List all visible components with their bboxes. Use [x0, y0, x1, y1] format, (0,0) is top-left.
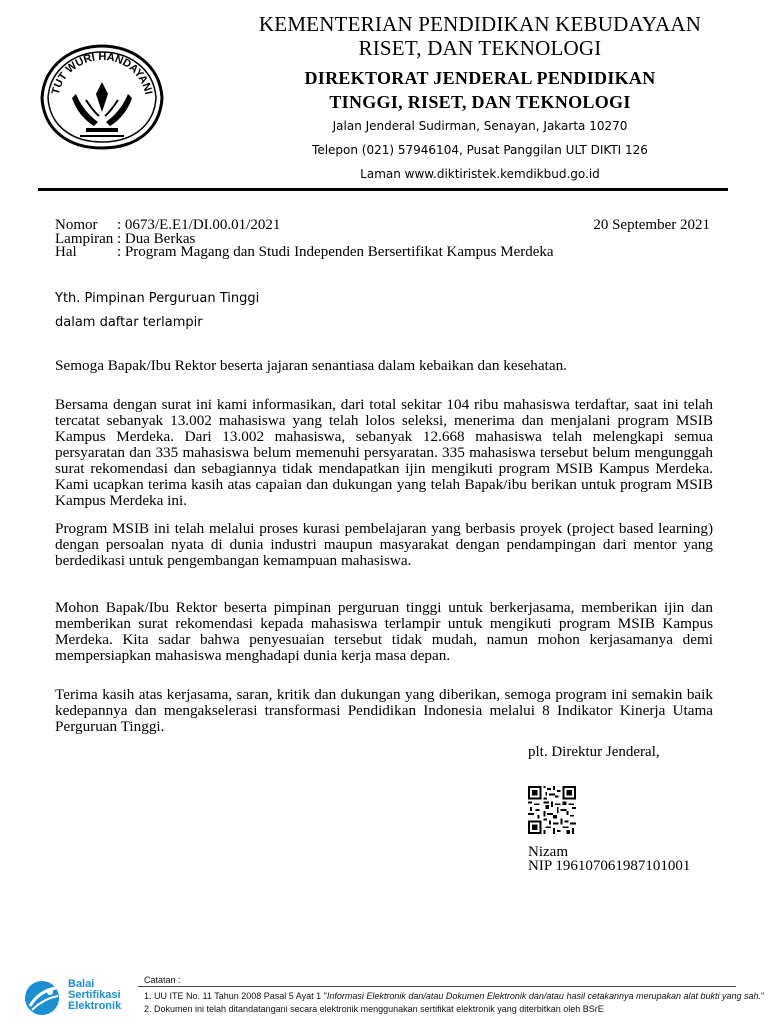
paragraph-student-stats: Bersama dengan surat ini kami informasikan, dari total sekitar 104 ribu mahasiswa terdaftar, saat ini telah tercatat sebanyak 13.002 mahasiswa yang telah lolos seleksi, menerima dan menjalani program MSIB Kampus Merdeka. Dari 13.002 mahasiswa, sebanyak 12.668 mahasiswa telah melengkapi semua persyaratan dan 335 mahasiswa belum memenuhi persyaratan. 335 mahasiswa tersebut belum mengunggah surat rekomendasi dan sebagiannya tidak mendapatkan ijin mengikuti program MSIB Kampus Merdeka. Kami ucapkan terima kasih atas capaian dan dukungan yang telah Bapak/ibu berikan untuk program MSIB Kampus Merdeka ini.	[55, 396, 713, 509]
bsre-logo	[22, 978, 64, 1018]
paragraph-program-description: Program MSIB ini telah melalui proses kurasi pembelajaran yang berbasis proyek (project based learning) dengan persoalan nyata di dunia industri maupun masyarakat dengan pendampingan dari mentor yang berdedikasi untuk pengembangan kemampuan mahasiswa.	[55, 520, 713, 569]
footer-divider	[138, 986, 736, 987]
signatory-name: Nizam	[528, 844, 568, 860]
footer-note-2: 2. Dokumen ini telah ditandatangani secara elektronik menggunakan sertifikat elektronik yang diterbitkan oleh BSrE	[144, 1004, 604, 1014]
letterhead-address: Jalan Jenderal Sudirman, Senayan, Jakarta 10270	[332, 119, 628, 133]
nomor-label: Nomor	[55, 217, 98, 233]
signatory-title: plt. Direktur Jenderal,	[528, 744, 660, 760]
paragraph-request: Mohon Bapak/Ibu Rektor beserta pimpinan perguruan tinggi untuk berkerjasama, memberikan ijin dan memberikan surat rekomendasi kepada mahasiswa terlampir untuk mengikuti program MSIB Kampus Merdeka. Kita sadar bahwa penyesuaian tersebut tidak mudah, namun mohon kerjasamanya demi mempersiapkan mahasiswa menghadapi dunia kerja masa depan.	[55, 599, 713, 664]
letterhead-divider	[38, 188, 728, 191]
directorate-name-line2: TINGGI, RISET, DAN TEKNOLOGI	[329, 92, 631, 112]
footer-note-1: 1. UU ITE No. 11 Tahun 2008 Pasal 5 Ayat 1 "Informasi Elektronik dan/atau Dokumen Elektronik dan/atau hasil cetakannya merupakan alat bukti yang sah."	[144, 991, 765, 1001]
paragraph-closing: Terima kasih atas kerjasama, saran, kritik dan dukungan yang diberikan, semoga program ini semakin baik kedepannya dan mengakselerasi transformasi Pendidikan Indonesia melalui 8 Indikator Kinerja Utama Perguruan Tinggi.	[55, 686, 713, 735]
bsre-name-line1: Balai	[68, 978, 95, 990]
bsre-name-line3: Elektronik	[68, 1000, 122, 1012]
hal-value: : Program Magang dan Studi Independen Bersertifikat Kampus Merdeka	[117, 244, 554, 260]
bsre-name-line2: Sertifikasi	[68, 989, 121, 1001]
directorate-name-line1: DIREKTORAT JENDERAL PENDIDIKAN	[304, 68, 656, 88]
lampiran-label: Lampiran	[55, 231, 114, 247]
logo-motto: TUT WURI HANDAYANI	[49, 50, 155, 96]
ministry-name-line1: KEMENTERIAN PENDIDIKAN KEBUDAYAAN	[258, 12, 702, 36]
letterhead-website: Laman www.diktiristek.kemdikbud.go.id	[360, 167, 600, 181]
letterhead-phone: Telepon (021) 57946104, Pusat Panggilan ULT DIKTI 126	[312, 143, 648, 157]
addressee-line2: dalam daftar terlampir	[55, 315, 203, 330]
lampiran-value: : Dua Berkas	[117, 231, 196, 247]
ministry-name-line2: RISET, DAN TEKNOLOGI	[358, 36, 602, 60]
footer-catatan-label: Catatan :	[144, 975, 181, 985]
letter-date: 20 September 2021	[593, 217, 710, 233]
nomor-value: : 0673/E.E1/DI.00.01/2021	[117, 217, 281, 233]
ministry-logo	[36, 42, 168, 152]
signatory-nip: NIP 196107061987101001	[528, 858, 691, 874]
paragraph-greeting: Semoga Bapak/Ibu Rektor beserta jajaran senantiasa dalam kebaikan dan kesehatan.	[55, 357, 567, 374]
hal-label: Hal	[55, 244, 77, 260]
addressee-line1: Yth. Pimpinan Perguruan Tinggi	[55, 291, 260, 306]
qr-code	[528, 786, 576, 834]
